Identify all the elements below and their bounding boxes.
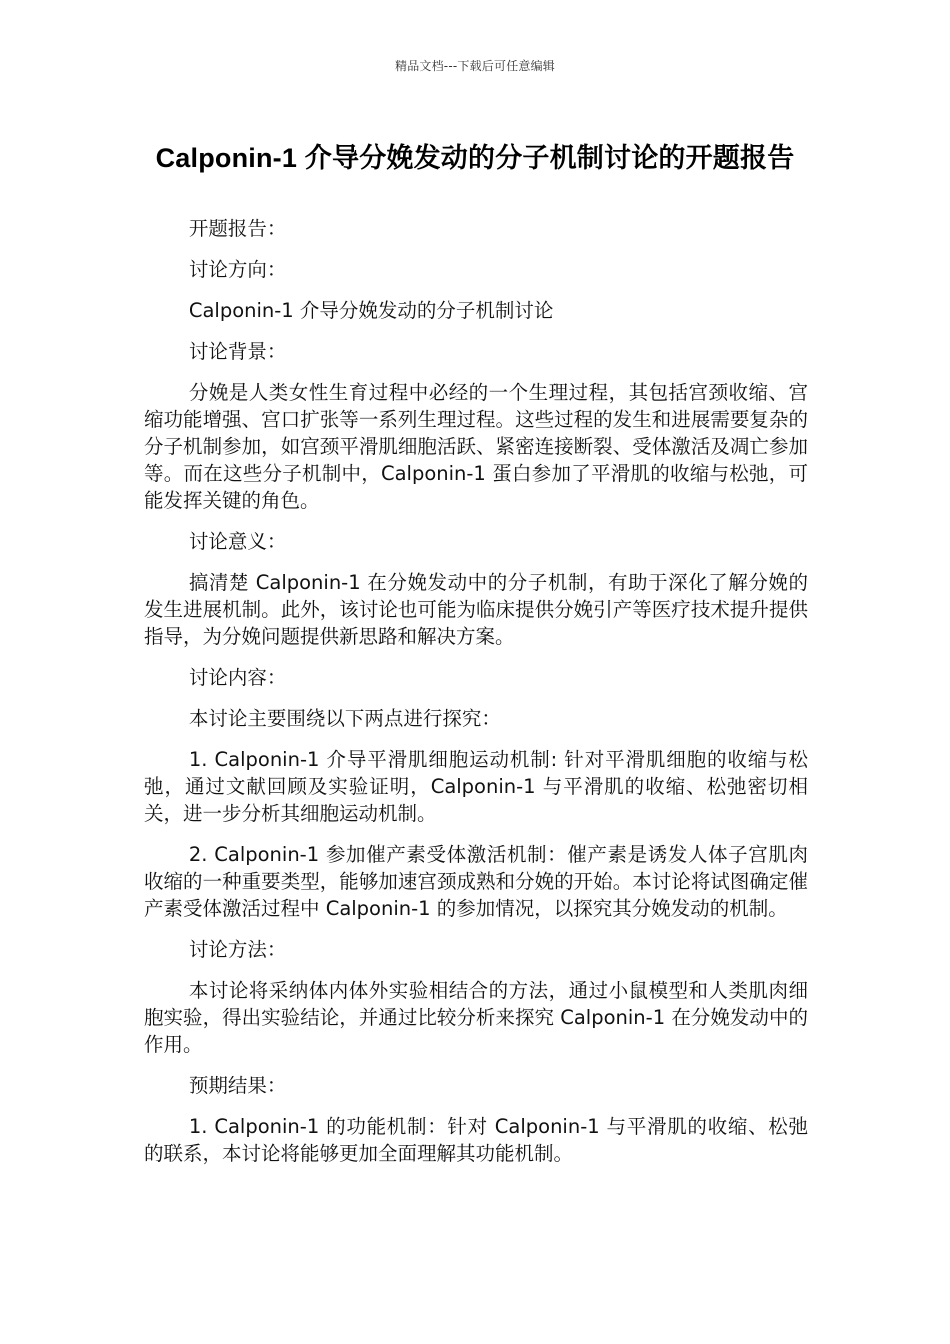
section-heading-expected-results: 预期结果： — [188, 1074, 287, 1097]
content-item-2: 2. Calponin-1 参加催产素受体激活机制：催产素是诱发人体子宫肌肉收缩的一种重要类型，能够加速宫颈成熟和分娩的开始。本讨论将试图确定催产素受体激活过程中 Calponin-1 的参加情况，以探究其分娩发动的机制。 — [144, 843, 808, 920]
method-paragraph: 本讨论将采纳体内体外实验相结合的方法，通过小鼠模型和人类肌肉细胞实验，得出实验结论，并通过比较分析来探究 Calponin-1 在分娩发动中的作用。 — [144, 979, 808, 1056]
expected-result-item-1: 1. Calponin-1 的功能机制：针对 Calponin-1 与平滑肌的收缩、松弛的联系，本讨论将能够更加全面理解其功能机制。 — [144, 1115, 808, 1165]
document-title: Calponin-1 介导分娩发动的分子机制讨论的开题报告 — [155, 143, 795, 173]
section-heading-direction: 讨论方向： — [188, 258, 287, 281]
document-body — [144, 215, 808, 1181]
section-heading-significance: 讨论意义： — [188, 530, 287, 553]
section-heading-proposal: 开题报告： — [188, 217, 287, 240]
significance-paragraph: 搞清楚 Calponin-1 在分娩发动中的分子机制，有助于深化了解分娩的发生进展机制。此外，该讨论也可能为临床提供分娩引产等医疗技术提升提供指导，为分娩问题提供新思路和解决方案。 — [144, 571, 808, 648]
research-topic: Calponin-1 介导分娩发动的分子机制讨论 — [188, 299, 554, 322]
page-header: 精品文档---下载后可任意编辑 — [395, 59, 555, 73]
background-paragraph: 分娩是人类女性生育过程中必经的一个生理过程，其包括宫颈收缩、宫缩功能增强、宫口扩张等一系列生理过程。这些过程的发生和进展需要复杂的分子机制参加，如宫颈平滑肌细胞活跃、紧密连接断裂、受体激活及凋亡参加等。而在这些分子机制中，Calponin-1 蛋白参加了平滑肌的收缩与松弛，可能发挥关键的角色。 — [144, 381, 808, 512]
section-heading-content: 讨论内容： — [188, 666, 287, 689]
section-heading-background: 讨论背景： — [188, 340, 287, 363]
content-item-1: 1. Calponin-1 介导平滑肌细胞运动机制: 针对平滑肌细胞的收缩与松弛，通过文献回顾及实验证明，Calponin-1 与平滑肌的收缩、松弛密切相关，进一步分析其细胞运动机制。 — [144, 748, 808, 825]
content-intro: 本讨论主要围绕以下两点进行探究： — [188, 707, 501, 730]
section-heading-method: 讨论方法： — [188, 938, 287, 961]
